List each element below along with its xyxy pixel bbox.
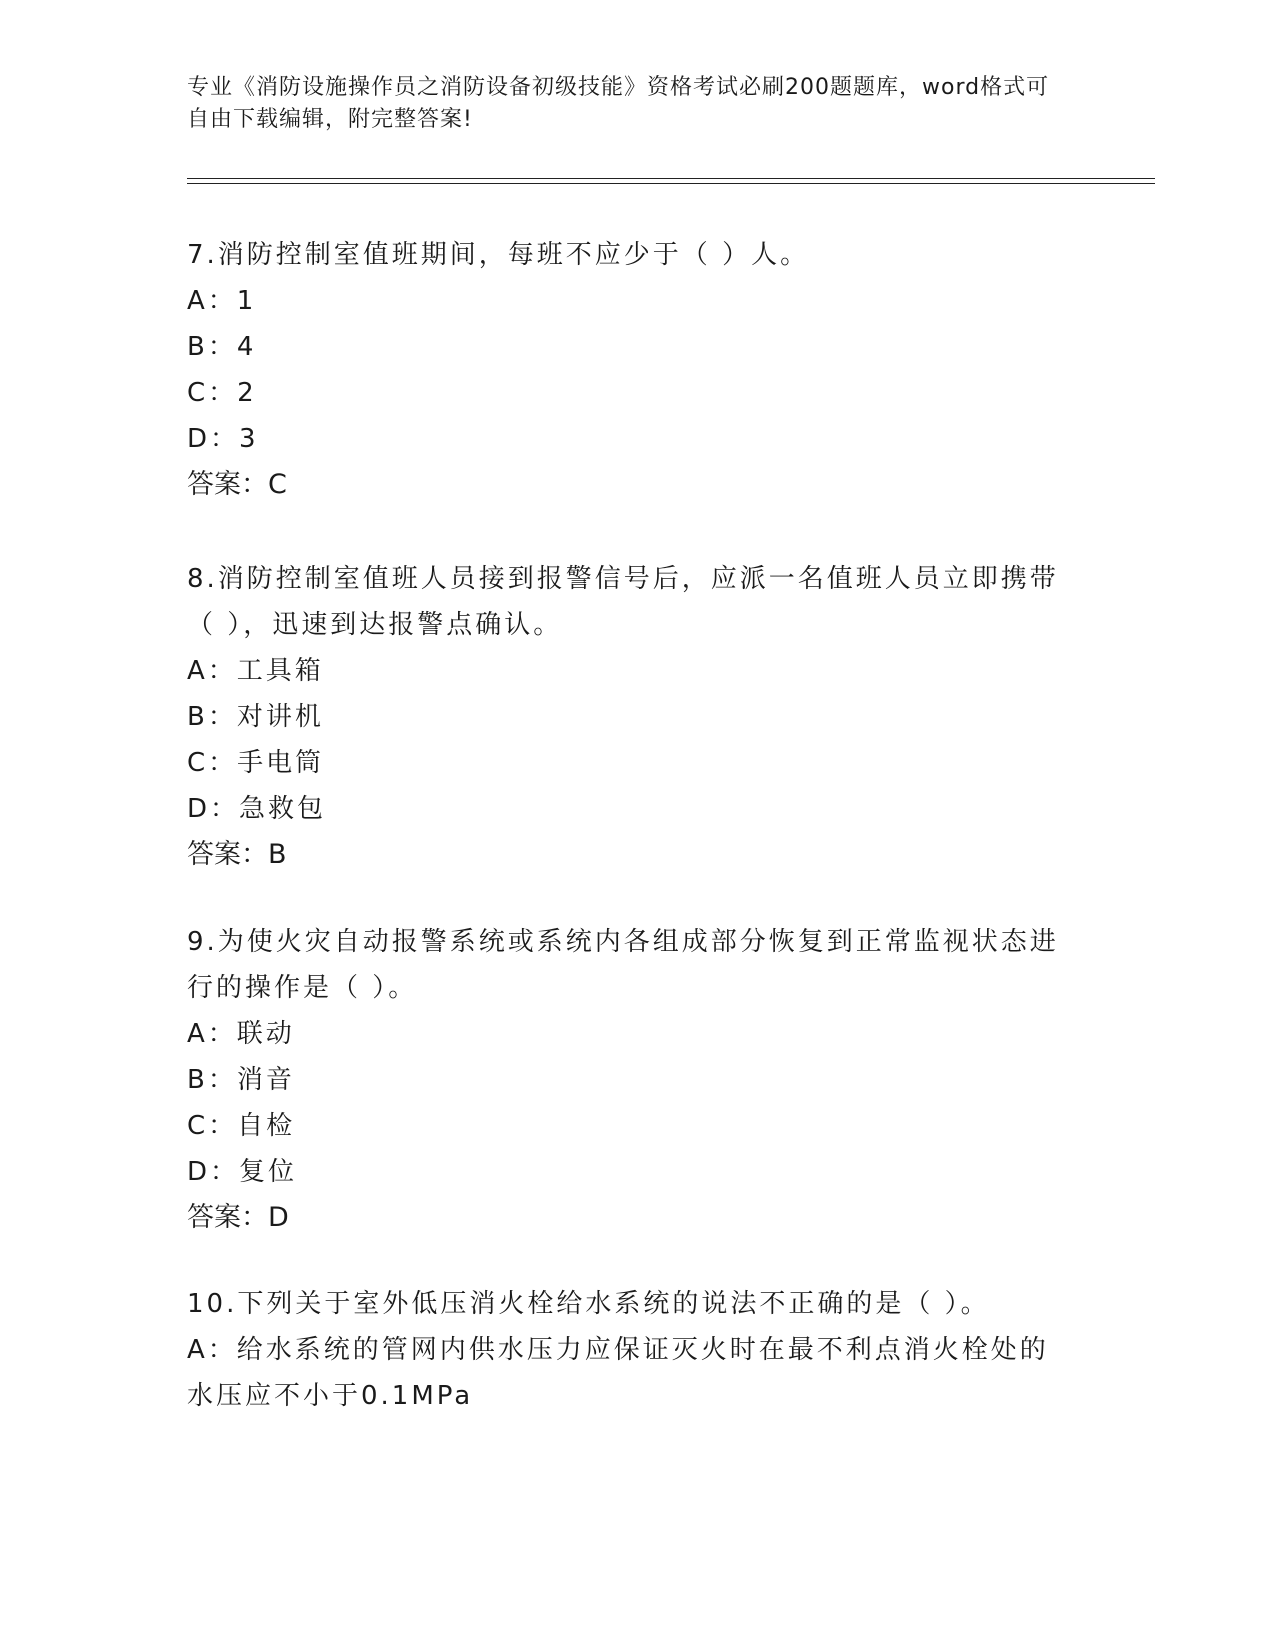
question-stem: 7.消防控制室值班期间，每班不应少于（ ）人。 xyxy=(187,240,810,270)
option-a: A：联动 xyxy=(187,1019,295,1049)
question-stem: 8.消防控制室值班人员接到报警信号后，应派一名值班人员立即携带（ ），迅速到达报警点确认。 xyxy=(187,564,1059,640)
document-header-title: 专业《消防设施操作员之消防设备初级技能》资格考试必刷200题题库，word格式可自由下载编辑，附完整答案! xyxy=(187,75,1050,132)
question-8 xyxy=(187,556,1087,878)
answer-label: 答案：C xyxy=(187,469,287,500)
option-c: C：自检 xyxy=(187,1111,296,1141)
option-a: A：给水系统的管网内供水压力应保证灭火时在最不利点消火栓处的水压应不小于0.1MPa xyxy=(187,1335,1049,1411)
question-stem: 9.为使火灾自动报警系统或系统内各组成部分恢复到正常监视状态进行的操作是（ ）。 xyxy=(187,927,1059,1003)
question-9 xyxy=(187,919,1087,1241)
option-b: B：对讲机 xyxy=(187,702,324,732)
option-d: D：急救包 xyxy=(187,794,327,824)
header-divider-bottom xyxy=(187,183,1155,184)
answer-label: 答案：D xyxy=(187,1202,289,1233)
header-divider-top xyxy=(187,178,1155,179)
option-b: B：4 xyxy=(187,332,257,362)
option-c: C：手电筒 xyxy=(187,748,325,778)
option-a: A：1 xyxy=(187,286,257,316)
answer-label: 答案：B xyxy=(187,839,287,870)
option-d: D：3 xyxy=(187,424,259,454)
question-10 xyxy=(187,1281,1087,1419)
question-7 xyxy=(187,232,1087,508)
option-a: A：工具箱 xyxy=(187,656,324,686)
option-d: D：复位 xyxy=(187,1157,298,1187)
option-c: C：2 xyxy=(187,378,257,408)
question-stem: 10.下列关于室外低压消火栓给水系统的说法不正确的是（ ）。 xyxy=(187,1289,990,1319)
option-b: B：消音 xyxy=(187,1065,295,1095)
